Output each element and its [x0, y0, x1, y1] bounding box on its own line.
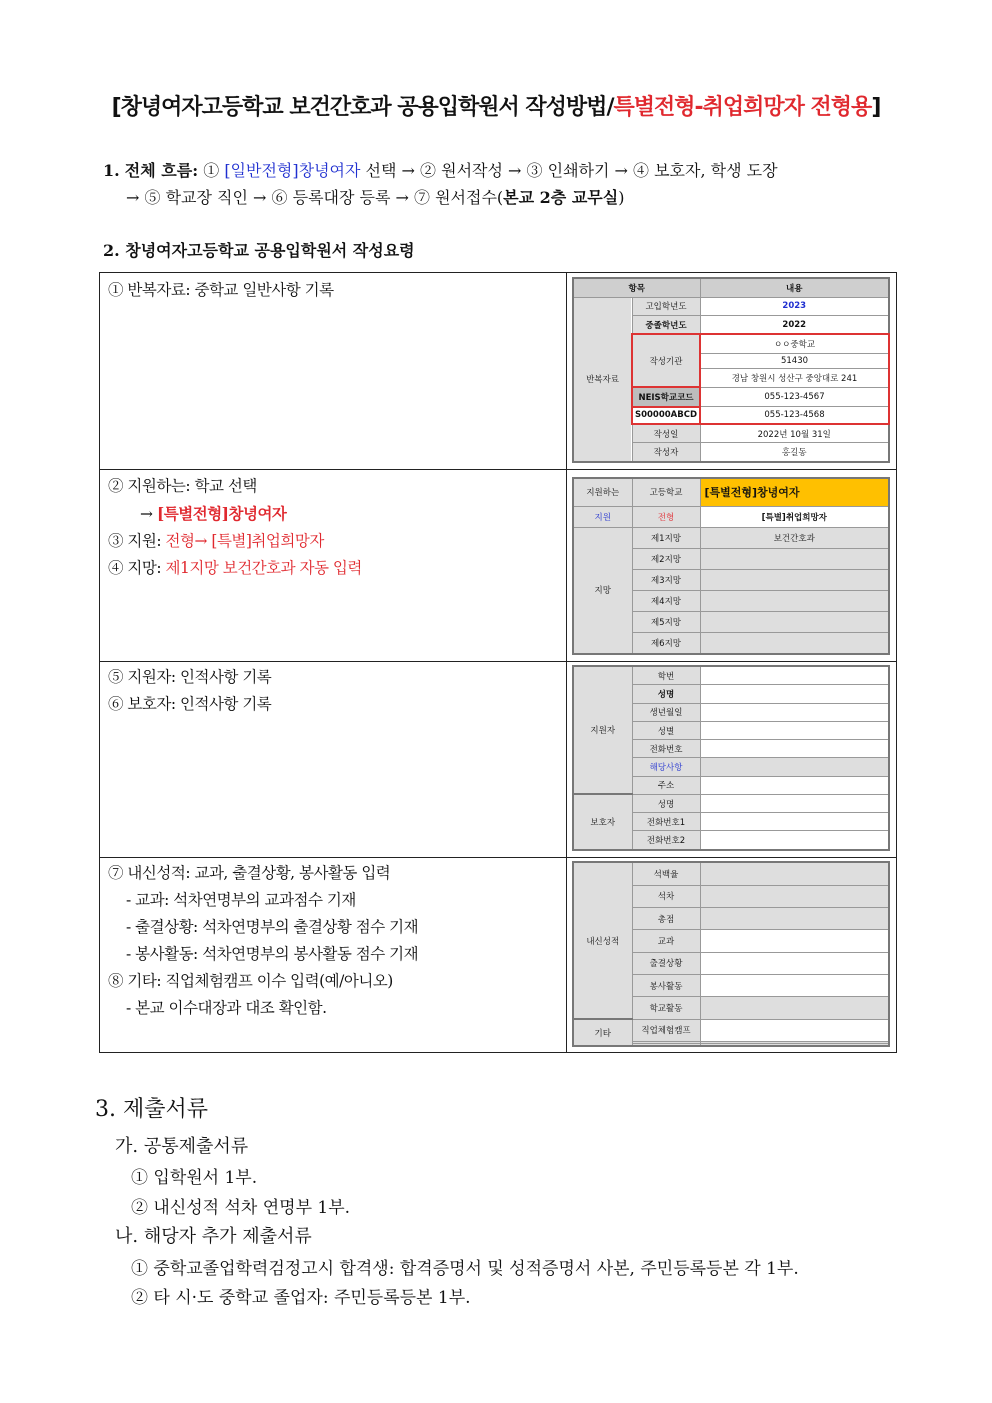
track-select[interactable]: [특별]취업희망자	[700, 506, 889, 527]
field-label: 전화번호2	[632, 831, 700, 850]
field-value[interactable]: 경남 창원시 성산구 중앙대로 241	[700, 369, 889, 387]
row4-line: ⑧ 기타: 직업체험캠프 이수 입력(예/아니오)	[108, 972, 393, 990]
choice-label: 제3지망	[632, 569, 700, 590]
row4-line: - 교과: 석차연명부의 교과점수 기재	[126, 891, 356, 909]
field-input[interactable]	[700, 776, 889, 794]
row2-track: 전형→ [특별]취업희망자	[165, 532, 324, 550]
form-table-repeat	[572, 277, 890, 463]
field-input[interactable]	[700, 997, 889, 1019]
flow-steps: 선택 → ② 원서작성 → ③ 인쇄하기 → ④ 보호자, 학생 도장	[365, 161, 778, 180]
field-label: 작성자	[632, 443, 700, 462]
field-input[interactable]	[700, 831, 889, 850]
row-divider	[100, 661, 896, 662]
row2-line1: ② 지원하는: 학교 선택	[108, 477, 257, 495]
flow-line-2	[126, 185, 624, 208]
page-title	[0, 90, 992, 121]
field-input[interactable]	[700, 813, 889, 831]
field-label: NEIS학교코드	[632, 387, 700, 407]
group-label: 보호자	[573, 794, 632, 850]
field-value[interactable]: 2023	[700, 297, 889, 315]
field-value[interactable]: 2022	[700, 315, 889, 334]
field-input[interactable]	[700, 1043, 889, 1046]
field-label: 학번	[632, 666, 700, 685]
apply-type-label: 지원	[573, 506, 632, 527]
table-divider	[566, 273, 567, 1052]
common-docs-heading: 가. 공통제출서류	[115, 1136, 249, 1157]
row2-choice: 제1지망 보건간호과 자동 입력	[165, 559, 362, 577]
field-value[interactable]: S00000ABCD	[632, 407, 700, 424]
field-label: 봉사활동	[632, 975, 700, 997]
school-label: 고등학교	[632, 478, 700, 506]
row2-line4: ④ 지망:	[108, 559, 166, 577]
field-label: 성별	[632, 721, 700, 739]
row4-line: - 봉사활동: 석차연명부의 봉사활동 점수 기재	[126, 945, 419, 963]
field-input[interactable]	[700, 794, 889, 812]
doc-item: ① 입학원서 1부.	[131, 1168, 258, 1188]
field-value[interactable]: ㅇㅇ중학교	[700, 334, 889, 353]
field-input[interactable]	[700, 975, 889, 997]
arrow: →	[140, 505, 153, 523]
flow-num: 1.	[103, 161, 120, 180]
extra-docs-heading: 나. 해당자 추가 제출서류	[115, 1226, 312, 1247]
row3-line: ⑥ 보호자: 인적사항 기록	[108, 695, 272, 713]
group-label: 지원자	[573, 666, 632, 794]
choice-value[interactable]	[700, 569, 889, 590]
form-table-grades	[572, 861, 890, 1047]
field-label: 교과	[632, 930, 700, 952]
section3-heading: 3. 제출서류	[95, 1097, 208, 1122]
doc-item: ① 중학교졸업학력검정고시 합격생: 합격증명서 및 성적증명서 사본, 주민등록등본 각 1부.	[131, 1259, 799, 1279]
flow-line-1	[103, 158, 778, 181]
row1-line: ① 반복자료: 중학교 일반사항 기록	[108, 281, 334, 299]
title-end: ]	[871, 95, 881, 120]
field-input[interactable]	[700, 908, 889, 930]
form-table-choice	[572, 477, 890, 655]
row2-line3: ③ 지원:	[108, 532, 166, 550]
row2-school: [특별전형]창녕여자	[156, 504, 287, 523]
field-input[interactable]	[700, 952, 889, 974]
field-value[interactable]: 51430	[700, 353, 889, 369]
choice-value[interactable]	[700, 632, 889, 654]
track-label: 전형	[632, 506, 700, 527]
field-input[interactable]	[700, 721, 889, 739]
flow-end: )	[618, 188, 625, 207]
flow-location: 본교 2층 교무실	[503, 188, 619, 207]
field-label: 성명	[632, 685, 700, 703]
field-label: 전화번호	[632, 740, 700, 758]
field-value[interactable]: 055-123-4568	[700, 407, 889, 424]
title-highlight: 특별전형-취업희망자 전형용	[613, 95, 872, 120]
flow-steps-2: → ⑤ 학교장 직인 → ⑥ 등록대장 등록 → ⑦ 원서접수(	[126, 188, 504, 207]
form-table-personal	[572, 665, 890, 851]
group-label: 반복자료	[573, 297, 632, 462]
apply-label: 지원하는	[573, 478, 632, 506]
row4-line: - 출결상황: 석차연명부의 출결상황 점수 기재	[126, 918, 419, 936]
field-label	[632, 1043, 700, 1046]
field-value[interactable]: 055-123-4567	[700, 387, 889, 407]
row-divider	[100, 469, 896, 470]
row-divider	[100, 857, 896, 858]
flow-step1-link: [일반전형]창녕여자	[224, 161, 361, 180]
field-label: 직업체험캠프	[632, 1019, 700, 1041]
choice-value[interactable]	[700, 548, 889, 569]
field-input[interactable]	[700, 885, 889, 907]
field-label: 성명	[632, 794, 700, 812]
field-input[interactable]	[700, 1019, 889, 1041]
header-content: 내용	[700, 278, 889, 297]
section2-heading: 2. 창녕여자고등학교 공용입학원서 작성요령	[103, 241, 415, 260]
row1-text	[108, 277, 563, 304]
field-label: 총점	[632, 908, 700, 930]
group-label: 지망	[573, 527, 632, 654]
group-label: 기타	[573, 1019, 632, 1046]
doc-item: ② 타 시·도 중학교 졸업자: 주민등록등본 1부.	[131, 1288, 471, 1308]
field-label: 출결상황	[632, 952, 700, 974]
choice-label: 제5지망	[632, 611, 700, 632]
header-item: 항목	[573, 278, 700, 297]
field-label: 주소	[632, 776, 700, 794]
field-input[interactable]	[700, 862, 889, 885]
choice-label: 제1지망	[632, 527, 700, 548]
row3-text	[108, 664, 563, 718]
field-label: 학교활동	[632, 997, 700, 1019]
choice-label: 제2지망	[632, 548, 700, 569]
field-label: 석백율	[632, 862, 700, 885]
field-label: 중졸학년도	[632, 315, 700, 334]
choice-value[interactable]	[700, 611, 889, 632]
field-input[interactable]	[700, 703, 889, 721]
field-input[interactable]	[700, 666, 889, 685]
field-label: 고입학년도	[632, 297, 700, 315]
field-label: 해당사항	[632, 758, 700, 776]
field-label: 석차	[632, 885, 700, 907]
group-label: 내신성적	[573, 862, 632, 1019]
field-value[interactable]: 홍길동	[700, 443, 889, 462]
row4-line: - 본교 이수대장과 대조 확인함.	[126, 999, 327, 1017]
row3-line: ⑤ 지원자: 인적사항 기록	[108, 668, 272, 686]
doc-item: ② 내신성적 석차 연명부 1부.	[131, 1198, 351, 1218]
row4-text	[108, 860, 563, 1022]
choice-label: 제4지망	[632, 590, 700, 611]
field-label: 생년월일	[632, 703, 700, 721]
choice-value[interactable]: 보건간호과	[700, 527, 889, 548]
field-input[interactable]	[700, 758, 889, 776]
field-input[interactable]	[700, 685, 889, 703]
row2-text	[108, 473, 563, 582]
choice-value[interactable]	[700, 590, 889, 611]
field-input[interactable]	[700, 740, 889, 758]
field-value[interactable]: 2022년 10월 31일	[700, 424, 889, 443]
field-input[interactable]	[700, 930, 889, 952]
field-label: 작성기관	[632, 334, 700, 387]
choice-label: 제6지망	[632, 632, 700, 654]
title-main: [창녕여자고등학교 보건간호과 공용입학원서 작성방법/	[111, 95, 614, 120]
field-label: 전화번호1	[632, 813, 700, 831]
flow-step1-num: ①	[203, 161, 220, 180]
flow-label: 전체 흐름:	[124, 161, 199, 180]
field-label: 작성일	[632, 424, 700, 443]
row4-line: ⑦ 내신성적: 교과, 출결상황, 봉사활동 입력	[108, 864, 391, 882]
school-select[interactable]: [특별전형]창녕여자	[700, 478, 889, 506]
